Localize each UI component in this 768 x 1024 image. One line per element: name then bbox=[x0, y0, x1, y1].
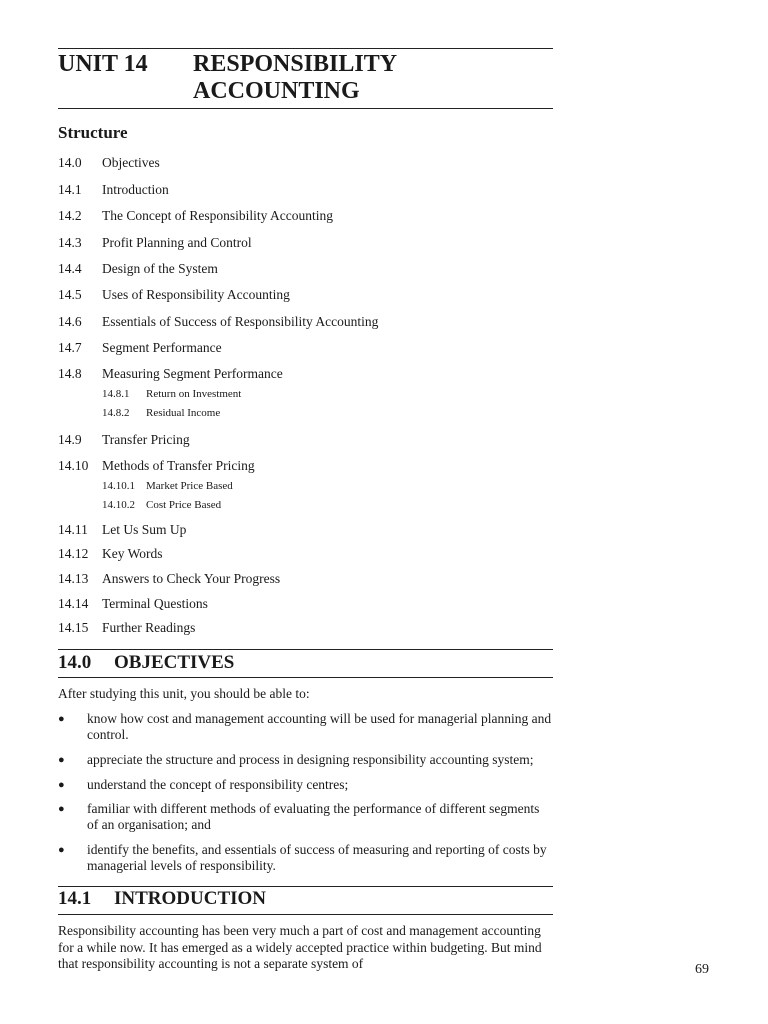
toc-item-number: 14.4 bbox=[58, 261, 82, 276]
bullet-icon: ● bbox=[58, 844, 65, 856]
list-item-text: appreciate the structure and process in designing responsibility accounting system; bbox=[87, 752, 534, 767]
toc-item-title: Let Us Sum Up bbox=[102, 522, 187, 537]
toc-item-title: The Concept of Responsibility Accounting bbox=[102, 208, 333, 223]
toc-subitem-number: 14.10.1 bbox=[102, 480, 135, 492]
toc-item-title: Essentials of Success of Responsibility Accounting bbox=[102, 314, 379, 329]
introduction-paragraph: Responsibility accounting has been very much a part of cost and management accounting for a while now. It has emerged as a widely accepted practice within budgeting. But mind that responsibility accounting is not a separate system of bbox=[58, 923, 542, 971]
objectives-intro: After studying this unit, you should be able to: bbox=[58, 686, 310, 701]
bullet-icon: ● bbox=[58, 779, 65, 791]
top-rule bbox=[58, 48, 553, 49]
toc-subitem-title: Return on Investment bbox=[146, 388, 242, 400]
toc-item-title: Introduction bbox=[102, 182, 169, 197]
toc-item-number: 14.1 bbox=[58, 182, 82, 197]
unit-title-line1: RESPONSIBILITY bbox=[193, 51, 398, 77]
toc-subitem-number: 14.10.2 bbox=[102, 499, 135, 511]
bullet-icon: ● bbox=[58, 754, 65, 766]
section-title: INTRODUCTION bbox=[114, 888, 267, 909]
toc-item-number: 14.5 bbox=[58, 287, 82, 302]
toc-item-title: Terminal Questions bbox=[102, 596, 208, 611]
list-item-text: familiar with different methods of evaluating the performance of different segments of an organisation; and bbox=[87, 801, 540, 832]
toc-item-title: Objectives bbox=[102, 155, 160, 170]
header-bottom-rule bbox=[58, 108, 553, 109]
toc-item-number: 14.10 bbox=[58, 458, 89, 473]
toc-item-number: 14.12 bbox=[58, 546, 89, 561]
section-rule bbox=[58, 914, 553, 915]
unit-title bbox=[193, 51, 553, 105]
toc-item-number: 14.0 bbox=[58, 155, 82, 170]
toc-item-title: Segment Performance bbox=[102, 340, 222, 355]
toc-item-title: Key Words bbox=[102, 546, 163, 561]
toc-item-title: Further Readings bbox=[102, 620, 196, 635]
toc-item-number: 14.2 bbox=[58, 208, 82, 223]
toc-subitem-title: Market Price Based bbox=[146, 480, 233, 492]
bullet-icon: ● bbox=[58, 713, 65, 725]
toc-item-number: 14.11 bbox=[58, 522, 88, 537]
list-item-text: identify the benefits, and essentials of success of measuring and reporting of costs by managerial levels of responsibility. bbox=[87, 842, 547, 873]
toc-subitem-title: Cost Price Based bbox=[146, 499, 222, 511]
toc-item-number: 14.14 bbox=[58, 596, 89, 611]
toc-item-title: Profit Planning and Control bbox=[102, 235, 252, 250]
toc-subitem-title: Residual Income bbox=[146, 407, 221, 419]
toc-item-title: Answers to Check Your Progress bbox=[102, 571, 281, 586]
page-number: 69 bbox=[695, 962, 709, 977]
toc-item-number: 14.6 bbox=[58, 314, 82, 329]
toc-item-number: 14.13 bbox=[58, 571, 89, 586]
list-item-text: understand the concept of responsibility centres; bbox=[87, 777, 349, 792]
toc-item-number: 14.3 bbox=[58, 235, 82, 250]
unit-title-line2: ACCOUNTING bbox=[193, 78, 360, 104]
toc-item-title: Methods of Transfer Pricing bbox=[102, 458, 255, 473]
unit-number: UNIT 14 bbox=[58, 51, 148, 77]
toc-item-number: 14.15 bbox=[58, 620, 89, 635]
section-rule bbox=[58, 886, 553, 887]
toc-item-title: Uses of Responsibility Accounting bbox=[102, 287, 290, 302]
section-rule bbox=[58, 677, 553, 678]
section-rule bbox=[58, 649, 553, 650]
toc-item-number: 14.7 bbox=[58, 340, 82, 355]
toc-subitem-number: 14.8.1 bbox=[102, 388, 130, 400]
toc-item-title: Transfer Pricing bbox=[102, 432, 190, 447]
toc-item-number: 14.8 bbox=[58, 366, 82, 381]
toc-item-number: 14.9 bbox=[58, 432, 82, 447]
toc-subitem-number: 14.8.2 bbox=[102, 407, 130, 419]
toc-item-title: Design of the System bbox=[102, 261, 218, 276]
bullet-icon: ● bbox=[58, 803, 65, 815]
section-number: 14.0 bbox=[58, 652, 92, 673]
toc-item-title: Measuring Segment Performance bbox=[102, 366, 283, 381]
section-number: 14.1 bbox=[58, 888, 92, 909]
list-item-text: know how cost and management accounting will be used for managerial planning and control. bbox=[87, 711, 552, 742]
structure-heading: Structure bbox=[58, 123, 128, 142]
section-title: OBJECTIVES bbox=[114, 652, 235, 673]
